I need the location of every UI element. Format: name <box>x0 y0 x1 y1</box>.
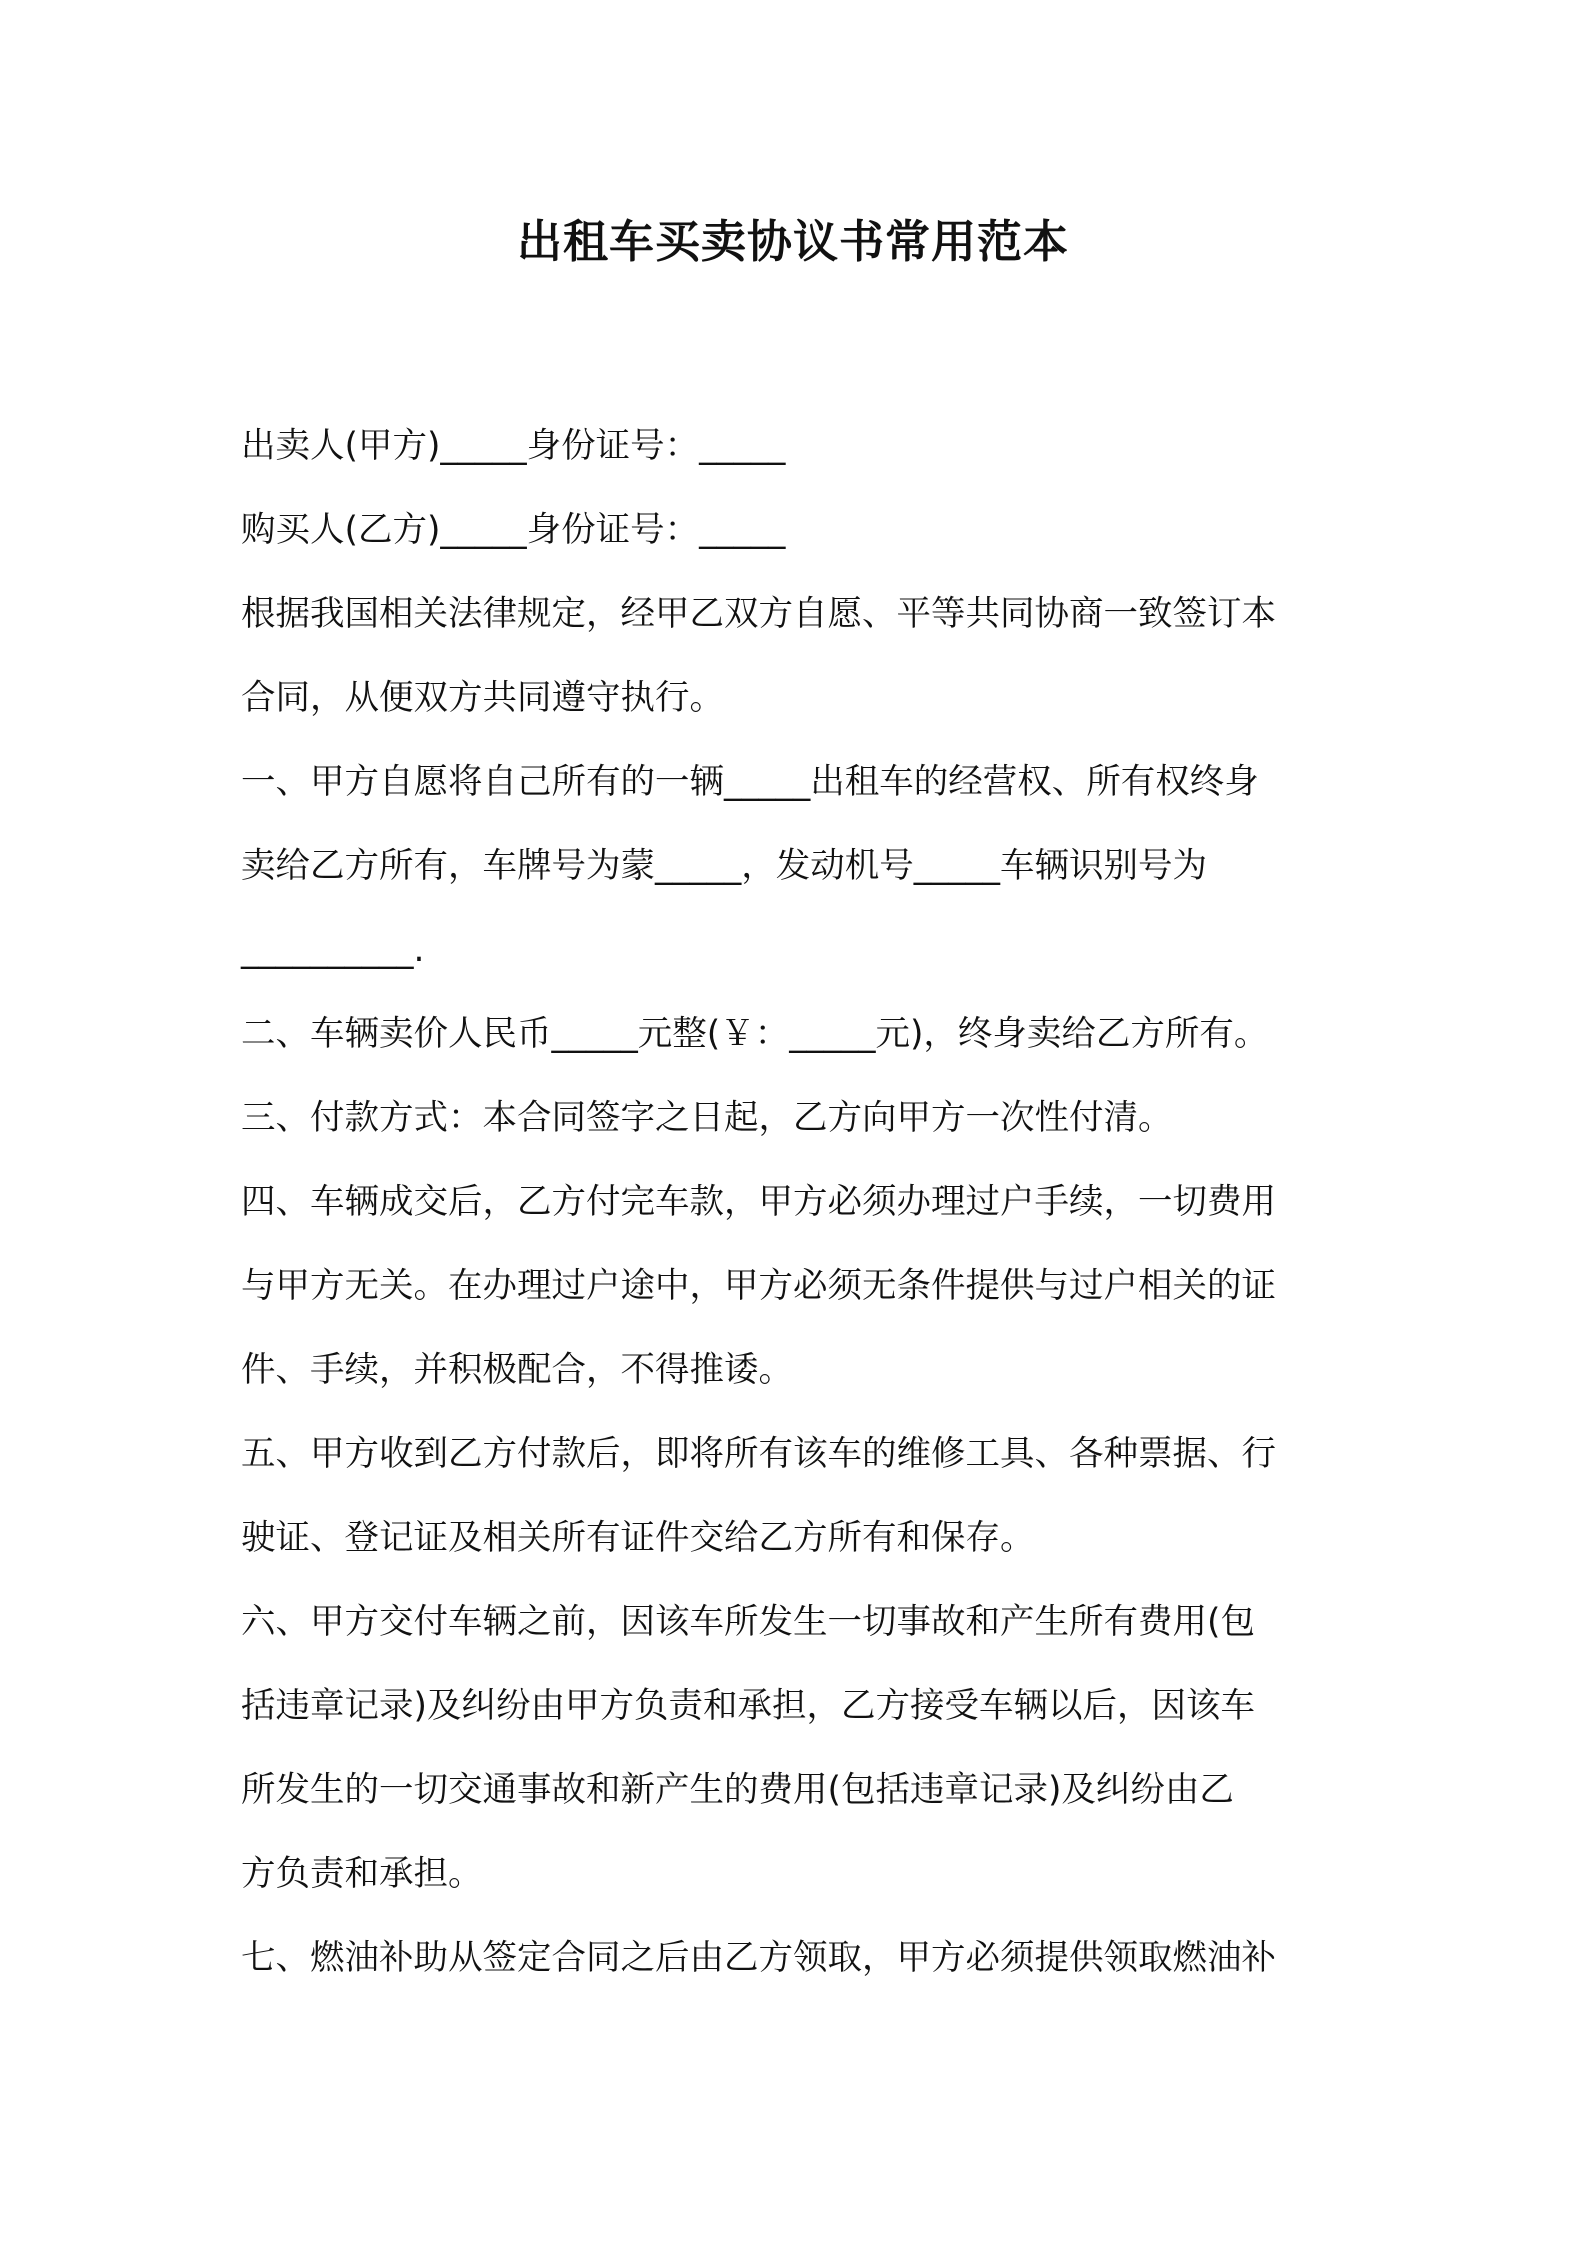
seller-line: 出卖人(甲方)_____身份证号：_____ <box>241 426 786 466</box>
document-title: 出租车买卖协议书常用范本 <box>516 215 1069 268</box>
preamble-line-2: 合同，从便双方共同遵守执行。 <box>241 678 724 718</box>
clause-1-line-1: 一、甲方自愿将自己所有的一辆_____出租车的经营权、所有权终身 <box>241 762 1259 802</box>
clause-6-line-3: 所发生的一切交通事故和新产生的费用(包括违章记录)及纠纷由乙 <box>241 1770 1234 1810</box>
contract-body <box>241 404 1361 2000</box>
preamble-line-1: 根据我国相关法律规定，经甲乙双方自愿、平等共同协商一致签订本 <box>241 594 1276 634</box>
clause-2-line-1: 二、车辆卖价人民币_____元整(￥：_____元)，终身卖给乙方所有。 <box>241 1014 1269 1054</box>
clause-6-line-1: 六、甲方交付车辆之前，因该车所发生一切事故和产生所有费用(包 <box>241 1602 1255 1642</box>
clause-3-line-1: 三、付款方式：本合同签字之日起，乙方向甲方一次性付清。 <box>241 1098 1173 1138</box>
clause-4-line-3: 件、手续，并积极配合，不得推诿。 <box>241 1350 793 1390</box>
clause-6-line-2: 括违章记录)及纠纷由甲方负责和承担，乙方接受车辆以后，因该车 <box>241 1686 1255 1726</box>
clause-7-line-1: 七、燃油补助从签定合同之后由乙方领取，甲方必须提供领取燃油补 <box>241 1938 1276 1978</box>
clause-6-line-4: 方负责和承担。 <box>241 1854 483 1894</box>
buyer-line: 购买人(乙方)_____身份证号：_____ <box>241 510 786 550</box>
clause-4-line-1: 四、车辆成交后，乙方付完车款，甲方必须办理过户手续，一切费用 <box>241 1182 1276 1222</box>
clause-1-line-3: __________. <box>241 930 425 970</box>
clause-1-line-2: 卖给乙方所有，车牌号为蒙_____，发动机号_____车辆识别号为 <box>241 846 1207 886</box>
clause-5-line-2: 驶证、登记证及相关所有证件交给乙方所有和保存。 <box>241 1518 1035 1558</box>
clause-4-line-2: 与甲方无关。在办理过户途中，甲方必须无条件提供与过户相关的证 <box>241 1266 1276 1306</box>
clause-5-line-1: 五、甲方收到乙方付款后，即将所有该车的维修工具、各种票据、行 <box>241 1434 1276 1474</box>
